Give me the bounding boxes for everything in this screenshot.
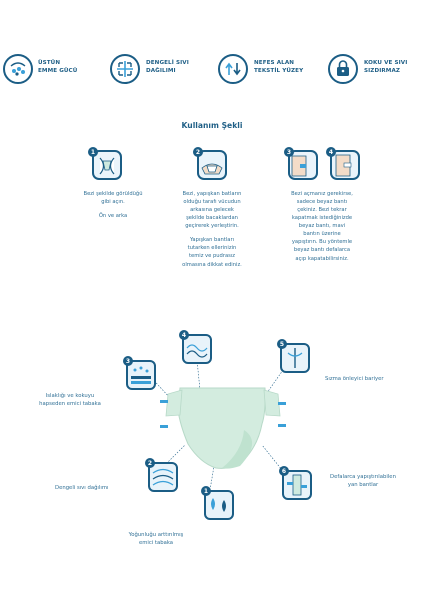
step-2-text: Bezi, yapışkan batların olduğu tarafı vücudun arkasına gelecek şekilde bacaklardan geçirerek yerleştirin. Yapışkan bantları tutarken ellerinizin temiz ve pudrasız olmasına dikkat ediniz.: [182, 191, 242, 268]
step-3-number: 3: [284, 147, 294, 157]
layer-1-label: Yoğunluğu arttırılmış emici tabaka: [128, 532, 184, 546]
layer-5-number: 5: [277, 339, 287, 349]
lock-icon: [328, 54, 358, 84]
usage-title: Kullanım Şekli: [181, 121, 243, 130]
layer-6-number: 6: [279, 466, 289, 476]
layer-3-label: Islaklığı ve kokuyu hapseden emici tabaka: [39, 393, 101, 407]
feature-3-text: NEFES ALAN TEKSTİL YÜZEY: [254, 60, 304, 74]
layer-2-label: Dengeli sıvı dağılımı: [55, 485, 109, 491]
layer-2-number: 2: [145, 458, 155, 468]
spread-arrows-icon: [110, 54, 140, 84]
step-3-text: Bezi açmanız gerekirse, sadece beyaz bantı çekiniz. Bezi tekrar kapatmak istediğinizde beyaz bantı, mavi bantın üzerine yapıştırın. Bu yöntemle beyaz bantı defalarca açıp kapatabilirsiniz.: [291, 191, 353, 262]
step-4-number: 4: [326, 147, 336, 157]
layer-3-number: 3: [123, 356, 133, 366]
layer-4-number: 4: [179, 330, 189, 340]
layer-5-label: Sızma önleyici bariyer: [325, 376, 384, 382]
features-row: [0, 48, 424, 88]
step-2-number: 2: [193, 147, 203, 157]
feature-4-text: KOKU VE SIVI SIZDIRMAZ: [364, 60, 408, 74]
air-flow-icon: [218, 54, 248, 84]
step-1-text: Bezi şekilde görüldüğü gibi açın. Ön ve arka: [83, 191, 143, 220]
feature-1-text: ÜSTÜN EMME GÜCÜ: [38, 60, 78, 74]
drops-icon: [3, 54, 33, 84]
layer-1-number: 1: [201, 486, 211, 496]
feature-2-text: DENGELİ SIVI DAĞILIMI: [146, 60, 189, 74]
diaper-diagram: [0, 320, 424, 580]
layer-6-label: Defalarca yapıştırılabilen yan bantlar: [330, 474, 396, 488]
step-1-number: 1: [88, 147, 98, 157]
